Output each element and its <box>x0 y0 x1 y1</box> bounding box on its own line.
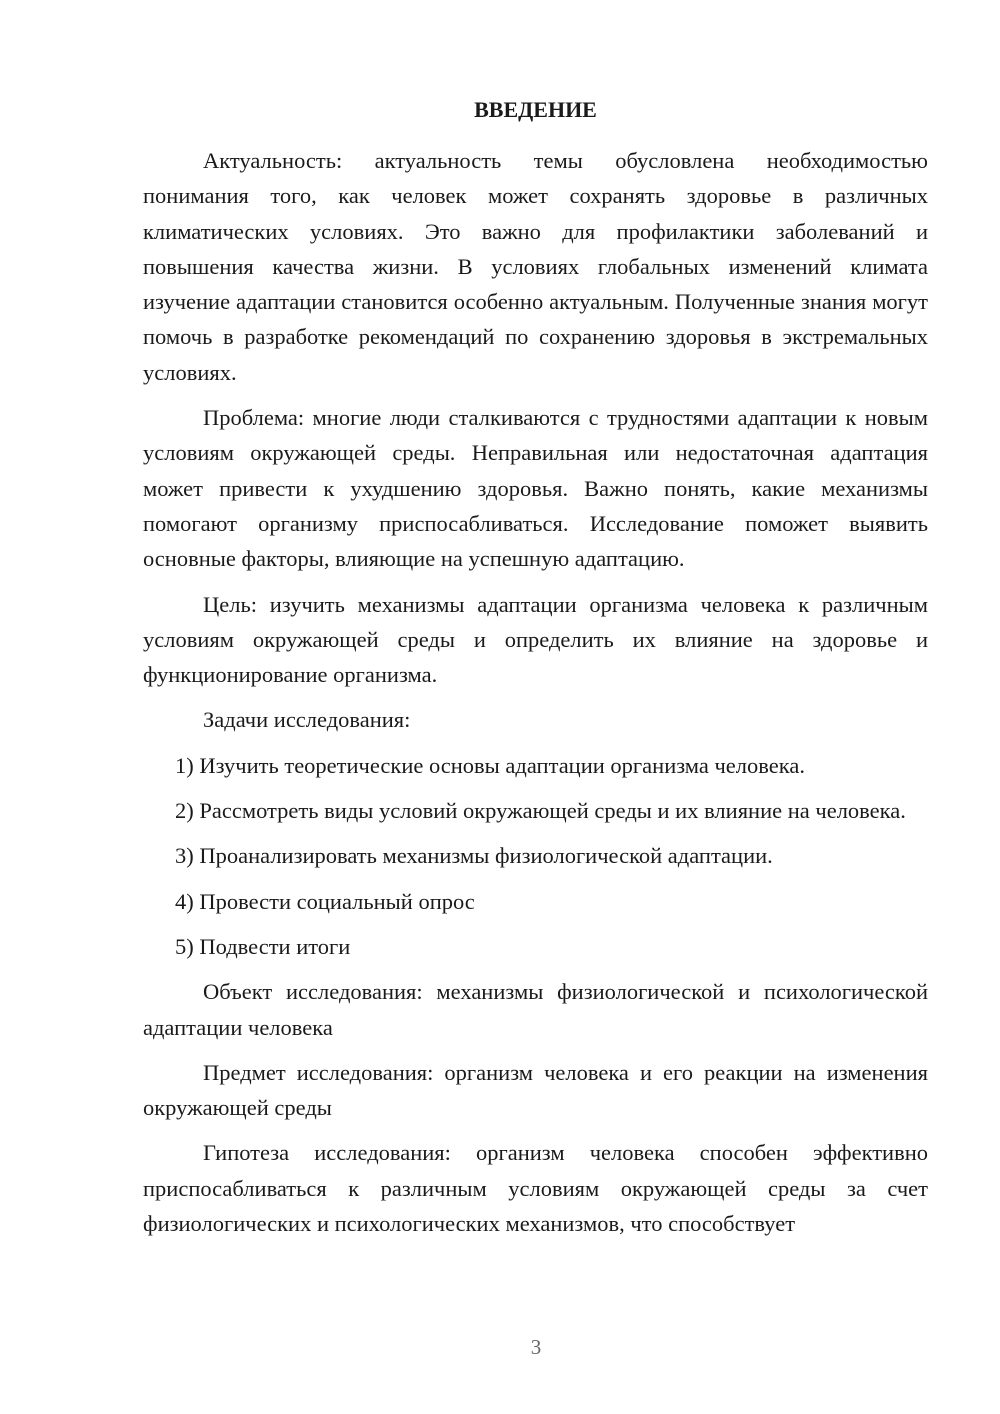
object-paragraph: Объект исследования: механизмы физиологической и психологической адаптации человека <box>143 979 928 1040</box>
page-content <box>143 94 928 1251</box>
task-item-3: 3) Проанализировать механизмы физиологической адаптации. <box>175 843 773 869</box>
task-item-1: 1) Изучить теоретические основы адаптации организма человека. <box>175 752 805 778</box>
tasks-title: Задачи исследования: <box>203 707 411 733</box>
hypothesis-paragraph: Гипотеза исследования: организм человека способен эффективно приспосабливаться к различным условиям окружающей среды за счет физиологических и психологических механизмов, что способствует <box>143 1140 928 1237</box>
task-item-5: 5) Подвести итоги <box>175 933 351 959</box>
task-item-2: 2) Рассмотреть виды условий окружающей среды и их влияние на человека. <box>175 798 906 824</box>
section-heading: ВВЕДЕНИЕ <box>474 97 597 122</box>
subject-paragraph: Предмет исследования: организм человека и его реакции на изменения окружающей среды <box>143 1059 928 1121</box>
goal-paragraph: Цель: изучить механизмы адаптации организма человека к различным условиям окружающей среды и определить их влияние на здоровье и функционирование организма. <box>143 591 928 688</box>
task-item-4: 4) Провести социальный опрос <box>175 888 475 914</box>
problem-paragraph: Проблема: многие люди сталкиваются с трудностями адаптации к новым условиям окружающей среды. Неправильная или недостаточная адаптация может привести к ухудшению здоровья. Важно понять, какие механизмы помогают организму приспосабливаться. Исследование поможет выявить основные факторы, влияющие на успешную адаптацию. <box>143 405 928 572</box>
page-number: 3 <box>530 1335 542 1359</box>
relevance-paragraph: Актуальность: актуальность темы обусловлена необходимостью понимания того, как человек может сохранять здоровье в различных климатических условиях. Это важно для профилактики заболеваний и повышения качества жизни. В условиях глобальных изменений климата изучение адаптации становится особенно актуальным. Полученные знания могут помочь в разработке рекомендаций по сохранению здоровья в экстремальных условиях. <box>143 148 928 385</box>
